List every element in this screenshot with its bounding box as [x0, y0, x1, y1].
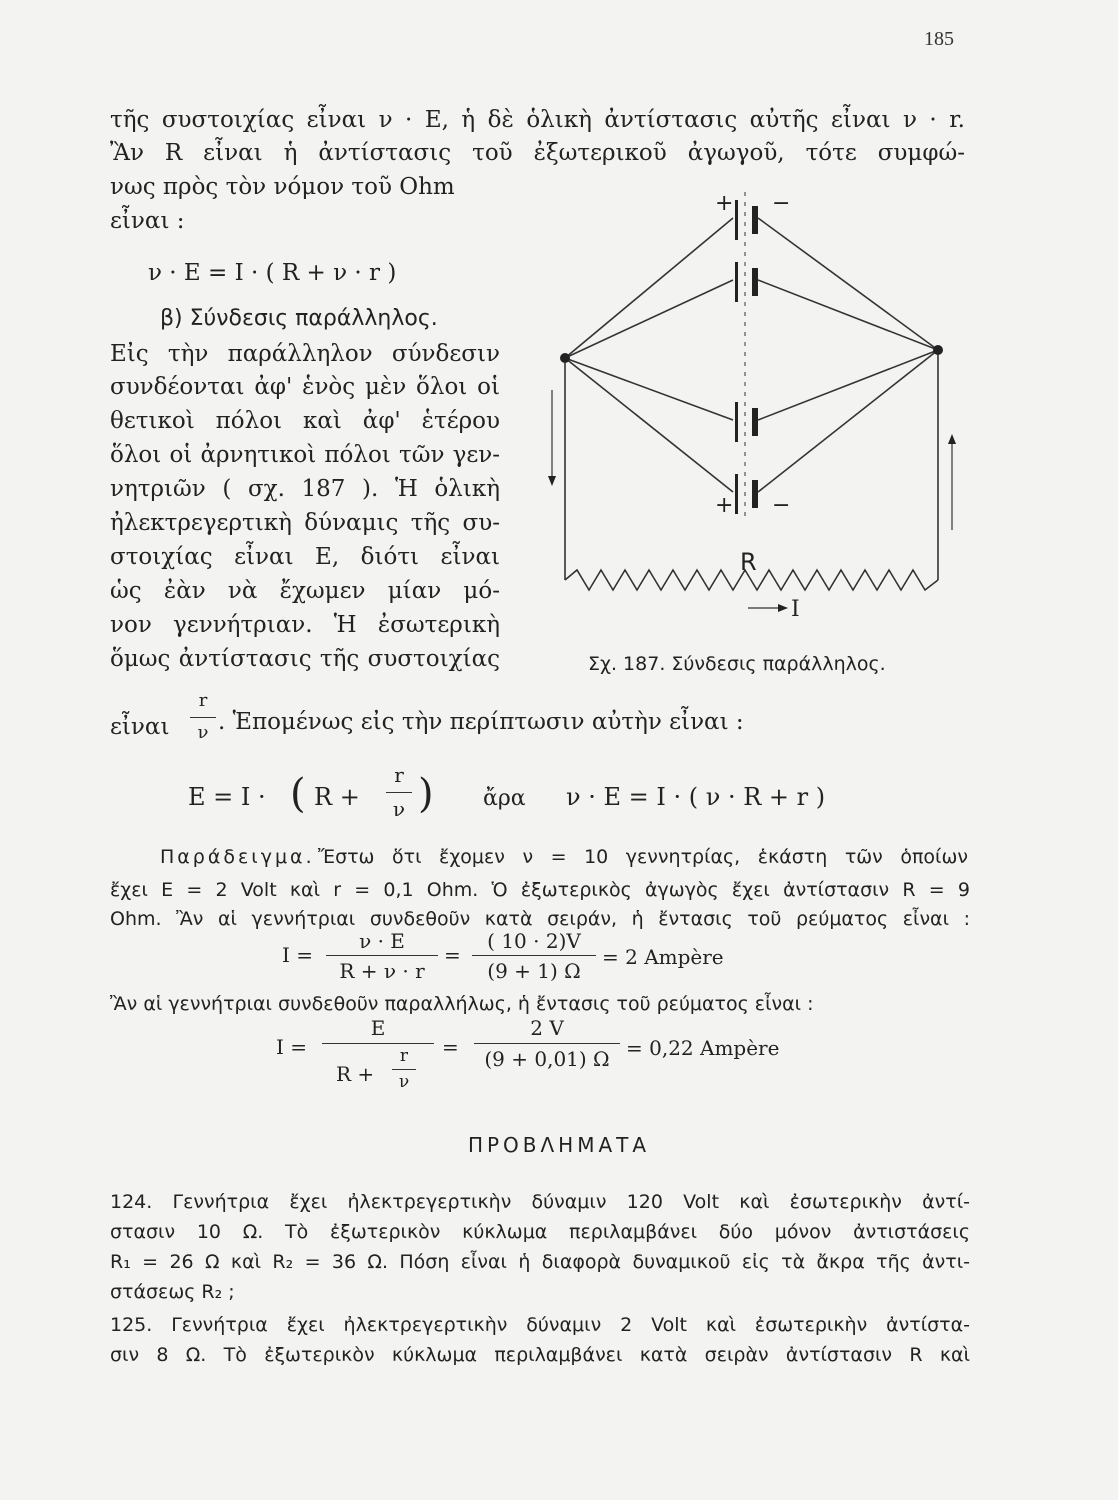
f2-den-bar — [392, 1069, 416, 1070]
equation-series: ν · E = I · ( R + ν · r ) — [148, 260, 397, 286]
wire-b4-right — [758, 350, 938, 492]
problem-124-line-1: 124. Γεννήτρια ἔχει ἠλεκτρεγερτικὴν δύναμιν 120 Volt καὶ ἐσωτερικὴν ἀντί- — [110, 1191, 970, 1213]
figure-187-circuit — [540, 180, 980, 670]
battery-2-minus-plate — [752, 268, 758, 296]
figure-minus-bottom: − — [772, 493, 791, 518]
battery-1-plus-plate — [735, 200, 738, 240]
figure-minus-top: − — [772, 191, 791, 216]
paren-close: ) — [418, 771, 434, 817]
wire-left-b3 — [565, 358, 733, 420]
eq-frac-r: r — [394, 763, 404, 787]
problems-heading: ΠΡΟΒΛΗΜΑΤΑ — [467, 1133, 651, 1157]
eq-parallel-left: E = I · — [188, 783, 266, 811]
para-line-1: Εἰς τὴν παράλληλον σύνδεσιν — [110, 341, 500, 367]
left-node — [560, 353, 570, 363]
section-heading-parallel: β) Σύνδεσις παράλληλος. — [160, 306, 438, 331]
wire-left-b1 — [565, 218, 733, 358]
para-line-2: συνδέονται ἀφ' ἑνὸς μὲν ὅλοι οἱ — [110, 374, 500, 400]
f1-result: = 2 Ampère — [602, 945, 724, 969]
eq-ara: ἄρα — [483, 786, 526, 811]
para-line-7: στοιχίας εἶναι E, διότι εἶναι — [110, 544, 500, 570]
eq-frac-nu: ν — [392, 797, 406, 821]
problem-124-line-4: στάσεως R₂ ; — [110, 1281, 235, 1303]
eq-parallel-R: R + — [314, 783, 360, 811]
f2-den-R: R + — [336, 1062, 375, 1086]
text-line-4: εἶναι : — [110, 208, 185, 234]
battery-4-minus-plate — [752, 480, 758, 508]
wire-left-b2 — [565, 280, 733, 358]
problem-124-line-2: στασιν 10 Ω. Τὸ ἐξωτερικὸν κύκλωμα περιλαμβάνει δύο μόνον ἀντιστάσεις — [110, 1221, 970, 1243]
example-line-1: Ἔστω ὅτι ἔχομεν ν = 10 γεννητρίας, ἑκάστη τῶν ὁποίων — [318, 846, 968, 868]
arrow-right-head — [948, 434, 956, 444]
para-line-6: ἠλεκτρεγερτικὴ δύναμις τῆς συ- — [110, 510, 500, 536]
f2-bar2 — [474, 1043, 620, 1044]
battery-4-plus-plate — [735, 474, 738, 514]
f1-den2: (9 + 1) Ω — [487, 959, 581, 983]
f2-eq: = — [442, 1035, 459, 1059]
example-line-4: Ἂν αἱ γεννήτριαι συνδεθοῦν παραλλήλως, ἡ ἔντασις τοῦ ρεύματος εἶναι : — [110, 993, 814, 1015]
problem-125-line-2: σιν 8 Ω. Τὸ ἐξωτερικὸν κύκλωμα περιλαμβάνει κατὰ σειρὰν ἀντίστασιν R καὶ — [110, 1344, 970, 1366]
eq-parallel-right: ν · E = I · ( ν · R + r ) — [566, 783, 826, 811]
problem-124-line-3: R₁ = 26 Ω καὶ R₂ = 36 Ω. Πόση εἶναι ἡ διαφορὰ δυναμικοῦ εἰς τὰ ἄκρα τῆς ἀντι- — [110, 1251, 970, 1273]
problem-125-line-1: 125. Γεννήτρια ἔχει ἠλεκτρεγερτικὴν δύναμιν 2 Volt καὶ ἐσωτερικὴν ἀντίστα- — [110, 1314, 970, 1336]
f1-den1: R + ν · r — [339, 959, 425, 983]
text-line-3: νως πρὸς τὸν νόμον τοῦ Ohm — [110, 174, 455, 200]
example-label: Παράδειγμα. — [160, 846, 315, 868]
fraction-r-numerator: r — [198, 690, 208, 711]
example-line-3: Ohm. Ἂν αἱ γεννήτριαι συνδεθοῦν κατὰ σειράν, ἡ ἔντασις τοῦ ρεύματος εἶναι : — [110, 908, 970, 930]
arrow-current-head — [778, 604, 788, 612]
f2-den-nu: ν — [398, 1072, 410, 1092]
right-node — [933, 345, 943, 355]
f2-num1: E — [370, 1016, 386, 1040]
f1-num2: ( 10 · 2)V — [487, 929, 581, 953]
arrow-left-head — [548, 476, 556, 486]
fraction-nu-denominator: ν — [197, 722, 209, 743]
figure-plus-top: + — [715, 191, 734, 216]
battery-2-plus-plate — [735, 262, 738, 302]
text-line-1: τῆς συστοιχίας εἶναι ν · E, ἡ δὲ ὁλικὴ ἀντίστασις αὐτῆς εἶναι ν · r. — [110, 107, 965, 133]
f1-I: I = — [282, 943, 314, 967]
wire-b1-right — [758, 218, 938, 350]
battery-1-minus-plate — [752, 206, 758, 234]
para-line-5: νητριῶν ( σχ. 187 ). Ἡ ὁλικὴ — [110, 476, 500, 502]
f2-num2: 2 V — [530, 1016, 564, 1040]
wire-b3-right — [758, 350, 938, 420]
para-line-4: ὅλοι οἱ ἀρνητικοὶ πόλοι τῶν γεν- — [110, 442, 500, 468]
f1-eq: = — [444, 943, 461, 967]
f2-den-r: r — [399, 1046, 409, 1066]
einai-prefix: εἶναι — [110, 714, 170, 740]
example-line-2: ἔχει E = 2 Volt καὶ r = 0,1 Ohm. Ὁ ἐξωτερικὸς ἀγωγὸς ἔχει ἀντίστασιν R = 9 — [110, 879, 970, 901]
page-number: 185 — [924, 28, 954, 50]
f2-den2: (9 + 0,01) Ω — [484, 1047, 610, 1071]
battery-3-plus-plate — [735, 402, 738, 442]
f2-result: = 0,22 Ampère — [626, 1036, 780, 1060]
eq-frac-bar — [386, 792, 412, 793]
f2-I: I = — [276, 1035, 308, 1059]
battery-3-minus-plate — [752, 408, 758, 436]
einai-suffix: . Ἑπομένως εἰς τὴν περίπτωσιν αὐτὴν εἶναι : — [218, 709, 744, 735]
f1-num1: ν · E — [359, 929, 405, 953]
text-line-2: Ἂν R εἶναι ἡ ἀντίστασις τοῦ ἐξωτερικοῦ ἀγωγοῦ, τότε συμφώ- — [110, 140, 965, 166]
f2-bar1 — [322, 1043, 434, 1044]
wire-left-b4 — [565, 358, 733, 492]
para-line-8: ὡς ἐὰν νὰ ἔχωμεν μίαν μό- — [110, 578, 500, 604]
figure-plus-bottom: + — [715, 493, 734, 518]
f1-bar2 — [472, 955, 596, 956]
para-line-9: νον γεννήτριαν. Ἡ ἐσωτερικὴ — [110, 612, 500, 638]
para-line-10: ὅμως ἀντίστασις τῆς συστοιχίας — [110, 646, 500, 672]
paren-open: ( — [290, 771, 306, 817]
fraction-bar — [190, 717, 216, 718]
figure-caption: Σχ. 187. Σύνδεσις παράλληλος. — [588, 653, 886, 675]
wire-b2-right — [758, 280, 938, 350]
para-line-3: θετικοὶ πόλοι καὶ ἀφ' ἑτέρου — [110, 408, 500, 434]
figure-resistor-label: R — [740, 548, 757, 576]
figure-current-label: I — [791, 597, 800, 622]
f1-bar1 — [326, 955, 438, 956]
